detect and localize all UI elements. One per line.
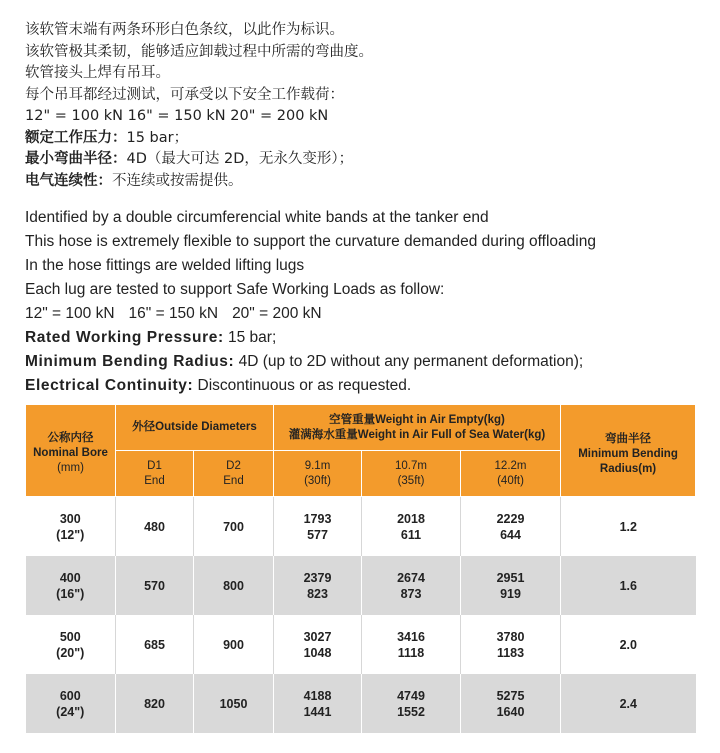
length-ft: (35ft) [397, 474, 425, 487]
bore-mm: 600 [59, 688, 81, 703]
weight-30-cell [274, 615, 362, 674]
weight-empty: 2674 [397, 570, 425, 585]
en-pressure-label: Rated Working Pressure: [25, 329, 224, 346]
d2-cell: 900 [194, 615, 274, 674]
en-load: 16" = 150 kN [128, 305, 219, 322]
zh-continuity [25, 171, 373, 193]
bore-inch: (20") [56, 645, 85, 660]
en-load: 20" = 200 kN [232, 305, 322, 322]
nominal-bore-header [26, 405, 116, 497]
weight-30-cell [274, 556, 362, 615]
zh-pressure [25, 128, 373, 150]
weight-35-cell [362, 556, 461, 615]
length-m: 9.1m [304, 459, 331, 472]
table-row [26, 615, 696, 674]
radius-cell: 1.6 [561, 556, 696, 615]
weight-full: 823 [307, 586, 328, 601]
nominal-bore-en: Nominal Bore [33, 447, 108, 459]
weight-full: 1552 [397, 704, 425, 719]
bending-en2: Radius(m) [599, 463, 657, 475]
weight-full: 1441 [303, 704, 332, 719]
bore-mm: 400 [59, 570, 81, 585]
d1-label: D1 [147, 459, 162, 472]
length-m: 12.2m [494, 459, 527, 472]
nominal-bore-unit: (mm) [57, 462, 84, 474]
en-loads [25, 302, 596, 326]
en-line: Each lug are tested to support Safe Working Loads as follow: [25, 281, 445, 298]
outside-diameters-header: 外径Outside Diameters [116, 405, 274, 451]
d2-label: D2 [226, 459, 241, 472]
zh-line: 该软管末端有两条环形白色条纹，以此作为标识。 [25, 22, 344, 38]
weight-30-cell [274, 674, 362, 733]
en-radius [25, 350, 596, 374]
weight-empty: 2229 [496, 511, 525, 526]
en-load: 12" = 100 kN [25, 305, 115, 322]
length-header-40 [461, 451, 561, 497]
bore-mm: 500 [59, 629, 81, 644]
zh-radius [25, 149, 373, 171]
weight-full: 1118 [397, 645, 425, 660]
weight-full: 611 [400, 527, 422, 542]
weight-empty: 4749 [397, 688, 425, 703]
en-line: This hose is extremely flexible to support the curvature demanded during offloading [25, 233, 596, 250]
d1-cell: 480 [116, 497, 194, 557]
bore-inch: (12") [56, 527, 85, 542]
zh-line: 软管接头上焊有吊耳。 [25, 65, 170, 81]
weight-empty: 2018 [397, 511, 425, 526]
zh-line: 该软管极其柔韧，能够适应卸载过程中所需的弯曲度。 [25, 43, 373, 60]
weight-full: 873 [400, 586, 422, 601]
d2-header [194, 451, 274, 497]
weight-40-cell [461, 674, 561, 733]
bending-en: Minimum Bending [578, 448, 678, 460]
weight-empty: 2951 [496, 570, 525, 585]
d2-end: End [223, 474, 244, 487]
d1-cell: 685 [116, 615, 194, 674]
weight-40-cell [461, 615, 561, 674]
english-description [25, 206, 596, 398]
bore-inch: (24") [56, 704, 85, 719]
length-header-30 [274, 451, 362, 497]
length-m: 10.7m [395, 459, 427, 472]
weight-full: 577 [307, 527, 328, 542]
weight-empty: 3780 [496, 629, 525, 644]
zh-pressure-value: 15 bar； [126, 129, 189, 146]
weight-empty: 5275 [496, 688, 525, 703]
zh-continuity-label: 电气连续性： [25, 172, 112, 189]
en-continuity-value: Discontinuous or as requested. [193, 377, 412, 394]
radius-cell: 2.4 [561, 674, 696, 733]
bending-zh: 弯曲半径 [605, 433, 652, 445]
bending-radius-header [561, 405, 696, 497]
zh-line: 每个吊耳都经过测试，可承受以下安全工作载荷： [25, 86, 344, 103]
table-row [26, 497, 696, 557]
zh-radius-value: 4D（最大可达 2D，无永久变形）； [126, 151, 354, 167]
zh-continuity-value: 不连续或按需提供。 [112, 172, 243, 189]
table-row [26, 674, 696, 733]
weight-full: 644 [500, 527, 521, 542]
en-radius-value: 4D (up to 2D without any permanent deformation); [234, 353, 584, 370]
weight-header [274, 405, 561, 451]
weight-full: 919 [500, 586, 521, 601]
d2-cell: 1050 [194, 674, 274, 733]
weight-30-cell [274, 497, 362, 557]
radius-cell: 2.0 [561, 615, 696, 674]
spec-table [25, 404, 696, 733]
en-line: Identified by a double circumferencial white bands at the tanker end [25, 209, 489, 226]
weight-full: 1183 [496, 645, 525, 660]
length-ft: (30ft) [304, 474, 331, 487]
weight-40-cell [461, 556, 561, 615]
d1-end: End [144, 474, 165, 487]
chinese-description [25, 20, 373, 192]
bore-inch: (16") [56, 586, 85, 601]
d1-cell: 570 [116, 556, 194, 615]
weight-empty: 3416 [397, 629, 425, 644]
weight-empty: 2379 [303, 570, 332, 585]
d1-header [116, 451, 194, 497]
zh-line: 12" = 100 kN 16" = 150 kN 20" = 200 kN [25, 108, 329, 124]
weight-40-cell [461, 497, 561, 557]
weight-35-cell [362, 497, 461, 557]
d2-cell: 700 [194, 497, 274, 557]
bore-mm: 300 [59, 511, 81, 526]
length-ft: (40ft) [497, 474, 524, 487]
en-continuity [25, 374, 596, 398]
en-pressure-value: 15 bar; [223, 329, 277, 346]
weight-full: 1048 [303, 645, 332, 660]
weight-35-cell [362, 674, 461, 733]
zh-pressure-label: 额定工作压力： [25, 129, 127, 146]
weight-empty: 3027 [303, 629, 332, 644]
bore-cell [26, 615, 116, 674]
en-line: In the hose fittings are welded lifting lugs [25, 257, 305, 274]
zh-radius-label: 最小弯曲半径： [25, 151, 127, 167]
weight-empty: 4188 [303, 688, 332, 703]
nominal-bore-zh: 公称内径 [47, 432, 94, 444]
length-header-35 [362, 451, 461, 497]
en-radius-label: Minimum Bending Radius: [25, 353, 235, 370]
weight-35-cell [362, 615, 461, 674]
weight-empty: 1793 [303, 511, 332, 526]
bore-cell [26, 674, 116, 733]
en-pressure [25, 326, 596, 350]
weight-full: 1640 [496, 704, 525, 719]
bore-cell [26, 556, 116, 615]
weight-empty-label: 空管重量Weight in Air Empty(kg) [329, 413, 505, 426]
d1-cell: 820 [116, 674, 194, 733]
weight-full-label: 灌满海水重量Weight in Air Full of Sea Water(kg) [288, 428, 546, 441]
table-row [26, 556, 696, 615]
bore-cell [26, 497, 116, 557]
en-continuity-label: Electrical Continuity: [25, 377, 194, 394]
d2-cell: 800 [194, 556, 274, 615]
radius-cell: 1.2 [561, 497, 696, 557]
